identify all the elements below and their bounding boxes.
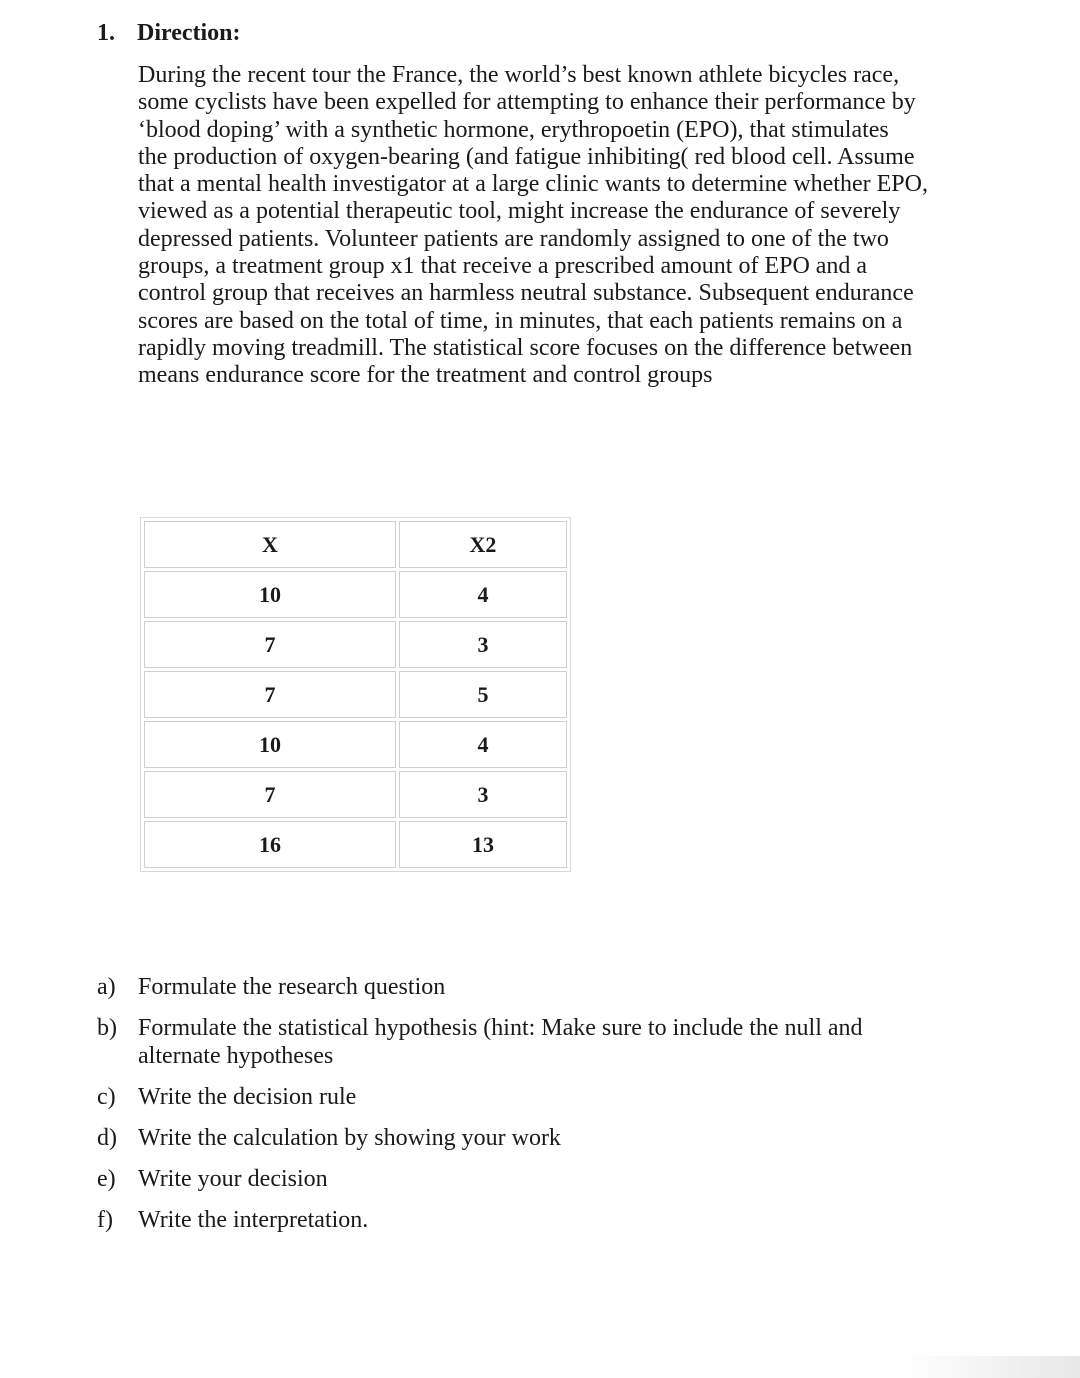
- table-row: [144, 721, 567, 768]
- task-letter: a): [97, 974, 116, 1000]
- table-row: [144, 621, 567, 668]
- question-heading: [97, 20, 241, 47]
- task-item-d: [97, 1125, 863, 1153]
- task-item-a: [97, 974, 863, 1002]
- paragraph-line: groups, a treatment group x1 that receive a prescribed amount of EPO and a: [138, 253, 868, 280]
- table-header-row: [144, 521, 567, 568]
- table-row: [144, 671, 567, 718]
- table-cell: 5: [399, 671, 567, 718]
- table-header-x2: X2: [399, 521, 567, 568]
- task-item-e: [97, 1166, 863, 1194]
- task-letter: b): [97, 1015, 117, 1041]
- paragraph-line: rapidly moving treadmill. The statistical score focuses on the difference between: [138, 334, 913, 361]
- table-cell: 10: [144, 721, 396, 768]
- paragraph-line: scores are based on the total of time, in minutes, that each patients remains on a: [138, 307, 903, 334]
- question-title: Direction:: [137, 20, 241, 46]
- question-number: 1.: [97, 20, 115, 46]
- table-cell: 16: [144, 821, 396, 868]
- page-edge-shadow: [900, 1356, 1080, 1378]
- task-list: [97, 974, 863, 1248]
- table-cell: 7: [144, 621, 396, 668]
- task-text: Write the calculation by showing your work: [138, 1124, 561, 1151]
- table-row: [144, 771, 567, 818]
- paragraph-line: viewed as a potential therapeutic tool, might increase the endurance of severely: [138, 198, 901, 225]
- task-text: Formulate the research question: [138, 974, 446, 1000]
- table-cell: 4: [399, 571, 567, 618]
- paragraph-line: means endurance score for the treatment and control groups: [138, 362, 713, 389]
- table-cell: 4: [399, 721, 567, 768]
- task-text: Formulate the statistical hypothesis (hint: Make sure to include the null and: [138, 1015, 863, 1041]
- table-cell: 7: [144, 671, 396, 718]
- table-cell: 3: [399, 771, 567, 818]
- task-text: Write the interpretation.: [138, 1206, 369, 1233]
- task-letter: f): [97, 1206, 113, 1233]
- paragraph-line: some cyclists have been expelled for attempting to enhance their performance by: [138, 89, 916, 116]
- task-letter: d): [97, 1124, 117, 1151]
- paragraph-line: During the recent tour the France, the world’s best known athlete bicycles race,: [138, 62, 900, 88]
- task-item-b: [97, 1015, 863, 1070]
- task-text: Write your decision: [138, 1165, 328, 1192]
- table-header-x: X: [144, 521, 396, 568]
- task-text: alternate hypotheses: [138, 1042, 334, 1069]
- task-item-f: [97, 1207, 863, 1235]
- table-cell: 7: [144, 771, 396, 818]
- task-item-c: [97, 1084, 863, 1112]
- table-cell: 10: [144, 571, 396, 618]
- data-table: [140, 517, 571, 872]
- task-letter: c): [97, 1083, 116, 1110]
- paragraph-line: that a mental health investigator at a large clinic wants to determine whether EPO,: [138, 171, 928, 198]
- paragraph-line: ‘blood doping’ with a synthetic hormone, erythropoetin (EPO), that stimulates: [138, 116, 889, 143]
- paragraph-line: the production of oxygen-bearing (and fatigue inhibiting( red blood cell. Assume: [138, 143, 915, 170]
- table-cell: 3: [399, 621, 567, 668]
- table-cell: 13: [399, 821, 567, 868]
- table-row: [144, 821, 567, 868]
- table-row: [144, 571, 567, 618]
- paragraph-line: depressed patients. Volunteer patients are randomly assigned to one of the two: [138, 225, 889, 252]
- paragraph-line: control group that receives an harmless neutral substance. Subsequent endurance: [138, 280, 914, 307]
- task-text: Write the decision rule: [138, 1083, 357, 1110]
- task-letter: e): [97, 1165, 116, 1192]
- direction-paragraph: [138, 62, 1038, 390]
